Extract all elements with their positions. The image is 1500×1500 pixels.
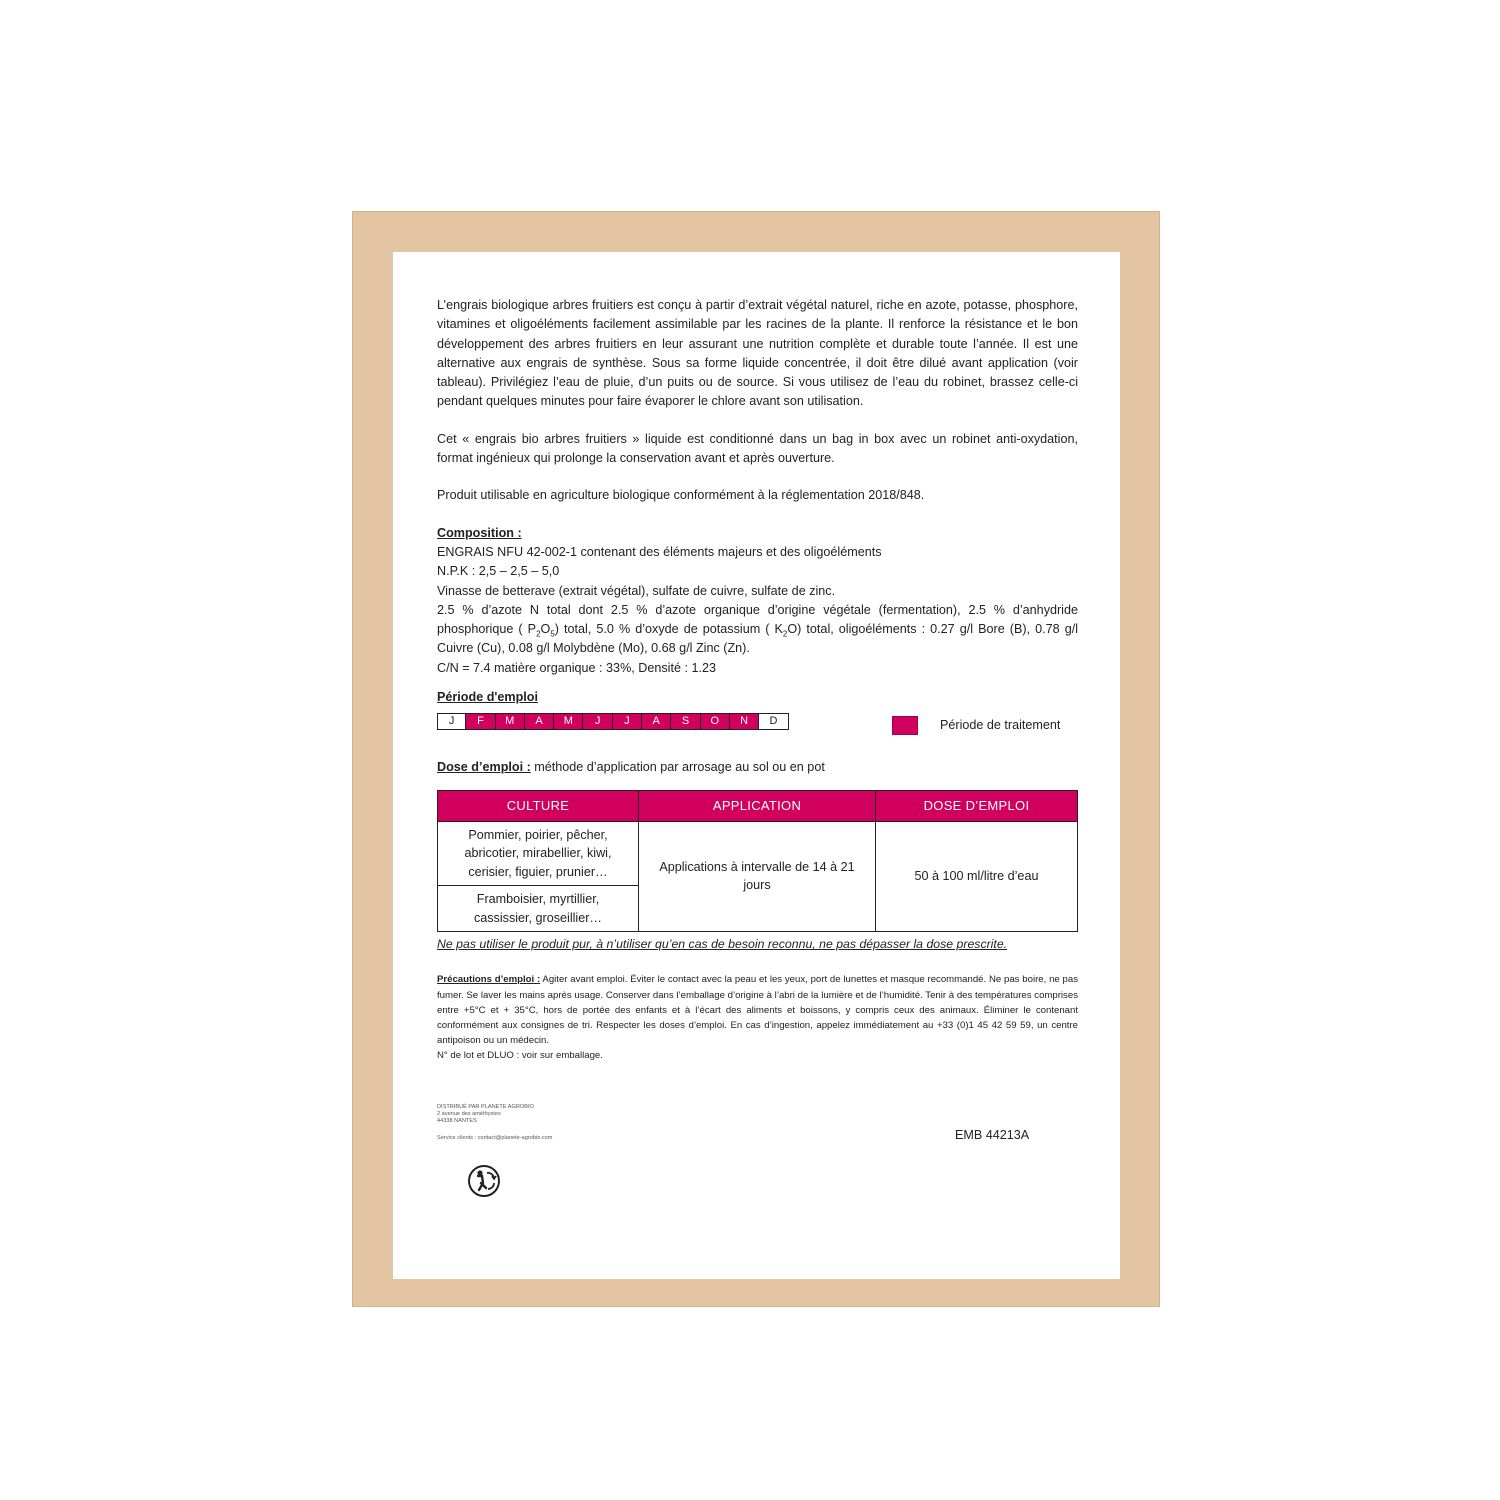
distributor-line-1: DISTRIBUÉ PAR PLANETE AGROBIO (437, 1104, 534, 1110)
month-cell-8: A (642, 713, 671, 730)
col-application: APPLICATION (639, 790, 876, 821)
composition-line-1: ENGRAIS NFU 42-002-1 contenant des éléments majeurs et des oligoéléments (437, 544, 882, 559)
precautions-text: Agiter avant emploi. Éviter le contact avec la peau et les yeux, port de lunettes et masque recommandé. Ne pas boire, ne pas fumer. Se laver les mains après usage. Conserver dans l’emballage d’origine à l’abri de la lumière et de l’humidité. Tenir à des températures comprises entre +5°C et + 35°C, hors de portée des enfants et à l’écart des aliments et boissons, y compris ceux des animaux. Éliminer le contenant conformément aux consignes de tri. Respecter les doses d’emploi. En cas d’ingestion, appelez immédiatement au +33 (0)1 45 42 59 59, un centre antipoison ou un médecin. (437, 974, 1079, 1047)
month-cell-11: N (730, 713, 759, 730)
legend-label: Période de traitement (940, 718, 1061, 732)
product-label (393, 252, 1120, 1279)
intro-paragraph: L’engrais biologique arbres fruitiers est conçu à partir d’extrait végétal naturel, riche en azote, potasse, phosphore, vitamines et oligoéléments facilement assimilable par les racines de la plante. Il renforce la résistance et le bon développement des arbres fruitiers en leur assurant une nutrition complète et durable toute l’année. Il est une alternative aux engrais de synthèse. Sous sa forme liquide concentrée, il doit être dilué avant application (voir tableau). Privilégiez l’eau de pluie, d’un puits ou de source. Si vous utilisez de l’eau du robinet, brassez celle-ci pendant quelques minutes pour faire évaporer le chlore avant son utilisation. (437, 298, 1078, 409)
dose-method: méthode d’application par arrosage au sol ou en pot (530, 760, 825, 775)
emb-code: EMB 44213A (955, 1128, 1030, 1142)
composition-section (437, 524, 1078, 678)
dose-heading: Dose d’emploi : (437, 760, 531, 775)
dose-line (437, 758, 1078, 777)
legend-swatch (892, 716, 918, 735)
distributor-line-3: 44338 NANTES (437, 1118, 477, 1124)
packaging-paragraph: Cet « engrais bio arbres fruitiers » liquide est conditionné dans un bag in box avec un robinet anti-oxydation, format ingénieux qui prolonge la conservation avant et après ouverture. (437, 431, 1078, 466)
month-cell-9: S (671, 713, 700, 730)
month-cell-12: D (759, 713, 788, 730)
month-cell-5: M (554, 713, 583, 730)
month-cell-7: J (613, 713, 642, 730)
dose-cell: 50 à 100 ml/litre d’eau (876, 821, 1078, 932)
service-clients: Service clients : contact@planete-agrobio.com (437, 1135, 553, 1141)
composition-line-2: N.P.K : 2,5 – 2,5 – 5,0 (437, 564, 560, 579)
col-dose: DOSE D’EMPLOI (876, 790, 1078, 821)
month-cell-3: M (496, 713, 525, 730)
month-cell-10: O (701, 713, 730, 730)
application-cell: Applications à intervalle de 14 à 21 jours (639, 821, 876, 932)
composition-line-5: C/N = 7.4 matière organique : 33%, Densité : 1.23 (437, 660, 716, 675)
distributor-block (437, 1104, 552, 1142)
composition-heading: Composition : (437, 525, 522, 540)
lot-text: N° de lot et DLUO : voir sur emballage. (437, 1050, 603, 1062)
month-calendar (437, 713, 789, 730)
culture-cell-2: Framboisier, myrtillier, cassissier, groseillier… (438, 886, 639, 932)
month-cell-4: A (525, 713, 554, 730)
composition-line-3: Vinasse de betterave (extrait végétal), sulfate de cuivre, sulfate de zinc. (437, 583, 836, 598)
col-culture: CULTURE (438, 790, 639, 821)
distributor-line-2: 2 avenue des améthystes (437, 1111, 501, 1117)
culture-cell-1: Pommier, poirier, pêcher, abricotier, mirabellier, kiwi, cerisier, figuier, prunier… (438, 821, 639, 886)
month-cell-2: F (466, 713, 495, 730)
precautions (437, 972, 1078, 1063)
period-legend (892, 716, 1060, 735)
month-cell-6: J (583, 713, 612, 730)
month-cell-1: J (437, 713, 466, 730)
dose-table (437, 790, 1078, 933)
warning-text: Ne pas utiliser le produit pur, à n’utiliser qu’en cas de besoin reconnu, ne pas dépasser la dose prescrite. (437, 937, 1008, 952)
composition-line-4: 2.5 % d’azote N total dont 2.5 % d’azote organique d’origine végétale (fermentation), 2.5 % d’anhydride phosphorique ( $P_2O_5$) total, 5.0 % d’oxyde de potassium ( $K_2O$) total, oligoéléments : 0.27 g/l Bore (B), 0.78 g/l Cuivre (Cu), 0.08 g/l Molybdène (Mo), 0.68 g/l Zinc (Zn). (437, 602, 1078, 656)
precautions-heading: Précautions d’emploi : (437, 974, 541, 986)
label-content (437, 296, 1078, 1064)
organic-paragraph: Produit utilisable en agriculture biologique conformément à la réglementation 2018/848. (437, 488, 925, 503)
period-heading: Période d'emploi (437, 690, 538, 705)
triman-recycle-icon (467, 1164, 501, 1198)
